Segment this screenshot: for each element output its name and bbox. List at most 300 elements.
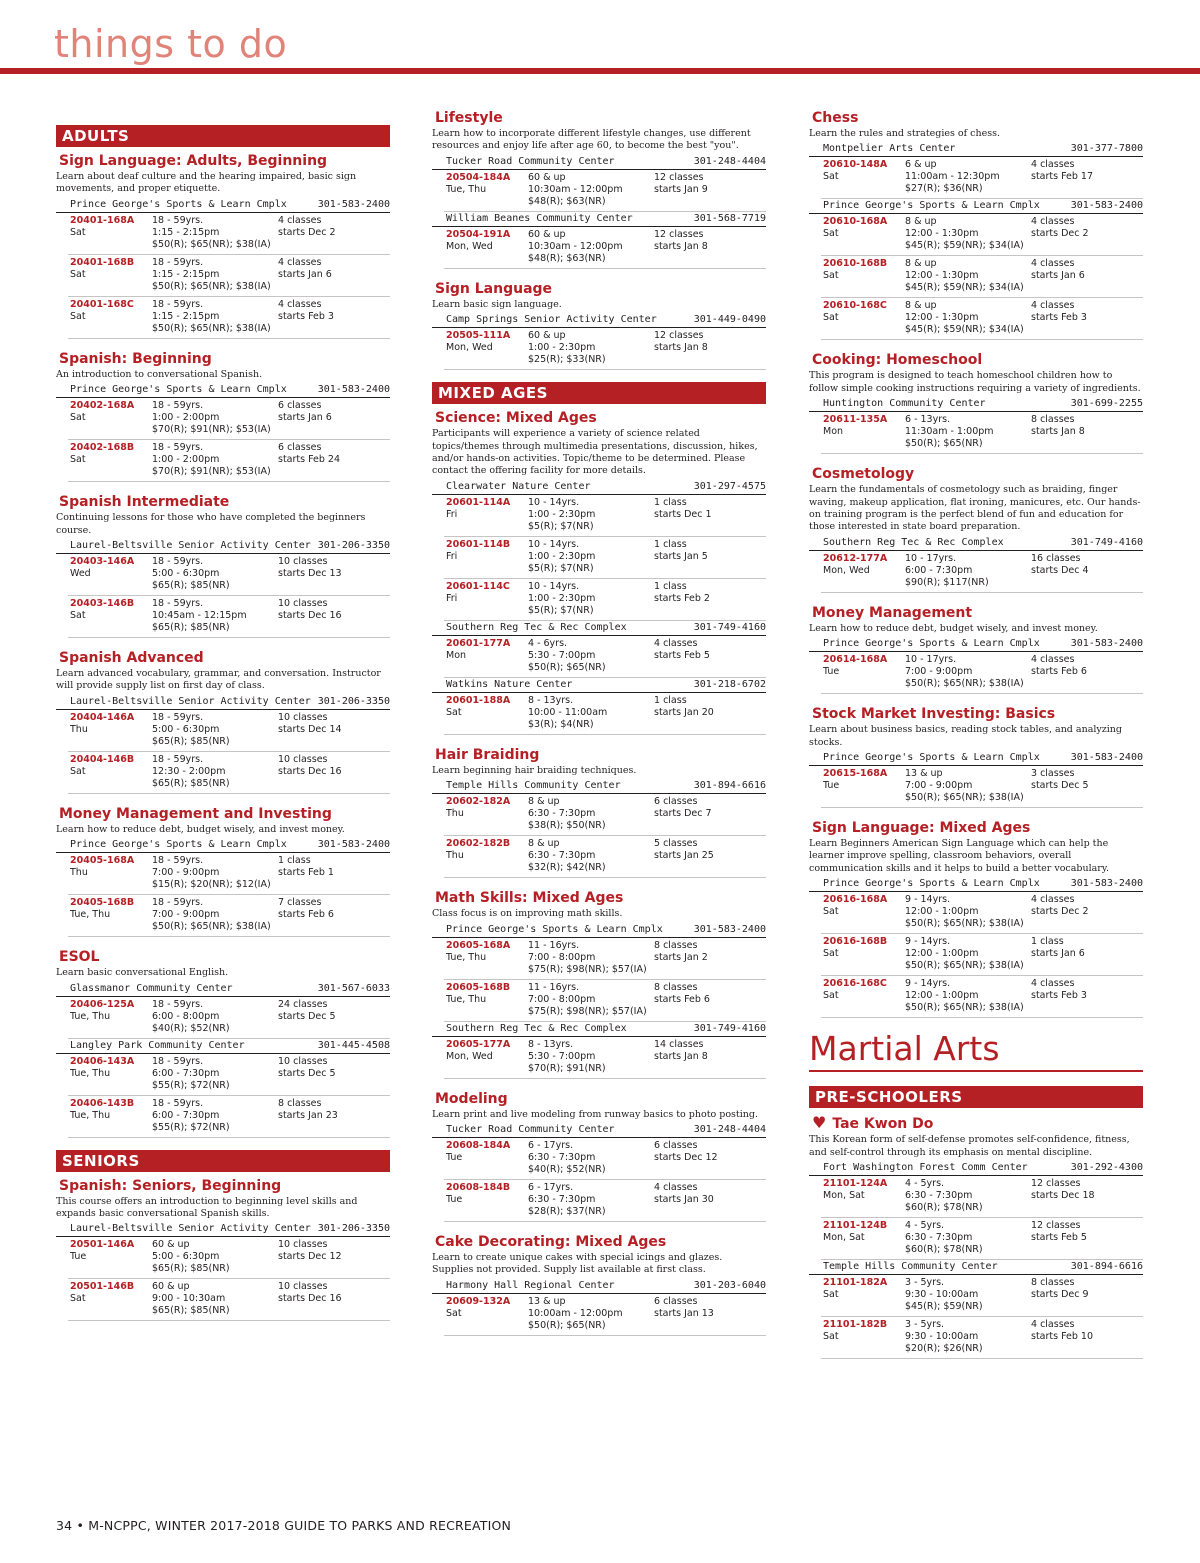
program-title: [435, 110, 766, 127]
offering-row: [68, 440, 390, 482]
program-title: [435, 747, 766, 764]
location-phone: 301-292-4300: [1070, 1162, 1143, 1174]
location-name: Prince George's Sports & Learn Cmplx: [823, 638, 1040, 650]
course-fee: $50(R); $65(NR); $38(IA): [905, 960, 1024, 972]
course-days: Sat: [70, 226, 86, 238]
course-fee: $45(R); $59(NR); $34(IA): [905, 324, 1024, 336]
category-band: MIXED AGES: [432, 382, 766, 404]
course-classes: 4 classes: [278, 214, 322, 226]
course-days: Sat: [823, 906, 839, 918]
course-time: 10:30am - 12:00pm: [528, 183, 623, 195]
location-phone: 301-583-2400: [317, 384, 390, 396]
program-title: [435, 1234, 766, 1251]
course-code: 20601-188A: [446, 694, 511, 706]
course-time: 1:00 - 2:30pm: [528, 550, 596, 562]
offering-row: [444, 980, 766, 1022]
course-time: 6:30 - 7:30pm: [528, 1152, 596, 1164]
program-title: [435, 890, 766, 907]
course-days: Mon: [446, 649, 467, 661]
course-time: 7:00 - 9:00pm: [905, 780, 973, 792]
course-fee: $50(R); $65(NR): [905, 438, 983, 450]
course-classes: 4 classes: [1031, 300, 1075, 312]
course-fee: $48(R); $63(NR): [528, 252, 606, 264]
course-time: 5:30 - 7:00pm: [528, 649, 596, 661]
course-days: Tue, Thu: [446, 993, 487, 1005]
course-classes: 10 classes: [278, 556, 328, 568]
course-days: Tue, Thu: [70, 1109, 111, 1121]
offering-row: [68, 1237, 390, 1279]
course-start: starts Dec 2: [1031, 906, 1089, 918]
course-age: 18 - 59yrs.: [152, 214, 204, 226]
location-row: [56, 695, 390, 710]
location-phone: 301-749-4160: [693, 621, 766, 633]
course-classes: 6 classes: [654, 1140, 698, 1152]
location-name: Southern Reg Tec & Rec Complex: [446, 621, 627, 633]
course-fee: $28(R); $37(NR): [528, 1206, 606, 1218]
course-days: Mon, Wed: [446, 1050, 493, 1062]
course-age: 10 - 14yrs.: [528, 496, 580, 508]
program-title-text: Chess: [812, 110, 859, 126]
program-title-text: Science: Mixed Ages: [435, 410, 597, 427]
location-row: [809, 397, 1143, 412]
location-row: [432, 1123, 766, 1138]
course-classes: 12 classes: [654, 171, 704, 183]
course-start: starts Feb 5: [1031, 1232, 1087, 1244]
course-days: Mon, Sat: [823, 1232, 865, 1244]
program-title-text: Tae Kwon Do: [832, 1116, 934, 1133]
program-title: [59, 1178, 390, 1195]
course-code: 20403-146B: [70, 598, 135, 610]
program-title: [59, 351, 390, 368]
offering-row: [821, 892, 1143, 934]
program-title-text: Money Management: [812, 604, 973, 621]
course-classes: 10 classes: [278, 598, 328, 610]
program-title-text: Cooking: Homeschool: [812, 352, 983, 369]
offering-row: [444, 836, 766, 878]
course-age: 18 - 59yrs.: [152, 298, 204, 310]
page-footer: 34 • M-NCPPC, WINTER 2017-2018 GUIDE TO PARKS AND RECREATION: [56, 1518, 512, 1533]
course-age: 18 - 59yrs.: [152, 998, 204, 1010]
location-row: [56, 1039, 390, 1054]
offering-row: [444, 537, 766, 579]
offering-row: [821, 412, 1143, 454]
location-phone: 301-583-2400: [317, 198, 390, 210]
course-time: 6:30 - 7:30pm: [905, 1190, 973, 1202]
course-time: 5:00 - 6:30pm: [152, 723, 220, 735]
program-section: [56, 806, 390, 937]
program-title-text: Modeling: [435, 1090, 508, 1107]
course-fee: $25(R); $33(NR): [528, 354, 606, 366]
location-row: [56, 982, 390, 997]
course-start: starts Dec 4: [1031, 564, 1089, 576]
course-age: 9 - 14yrs.: [905, 894, 951, 906]
course-classes: 12 classes: [1031, 1220, 1081, 1232]
program-description: Learn to create unique cakes with special icings and glazes. Supplies not provided. Supply list available at first class.: [432, 1252, 723, 1276]
course-age: 10 - 14yrs.: [528, 538, 580, 550]
course-classes: 12 classes: [654, 228, 704, 240]
course-fee: $50(R); $65(NR); $38(IA): [152, 322, 271, 334]
course-start: starts Feb 1: [278, 867, 334, 879]
offering-row: [444, 1294, 766, 1336]
location-phone: 301-445-4508: [317, 1039, 390, 1051]
course-classes: 4 classes: [654, 637, 698, 649]
course-time: 6:30 - 7:30pm: [905, 1232, 973, 1244]
course-time: 6:00 - 7:30pm: [152, 1109, 220, 1121]
course-age: 9 - 14yrs.: [905, 936, 951, 948]
location-name: Glassmanor Community Center: [70, 982, 233, 994]
course-fee: $50(R); $65(NR); $38(IA): [152, 238, 271, 250]
course-days: Fri: [446, 550, 458, 562]
offering-row: [68, 997, 390, 1039]
course-age: 13 & up: [905, 768, 943, 780]
course-classes: 6 classes: [278, 442, 322, 454]
course-time: 5:00 - 6:30pm: [152, 568, 220, 580]
location-phone: 301-583-2400: [317, 839, 390, 851]
offering-row: [821, 934, 1143, 976]
course-code: 20402-168B: [70, 442, 135, 454]
program-title: [812, 605, 1143, 622]
program-section: [56, 1178, 390, 1322]
program-title-text: Sign Language: Adults, Beginning: [59, 153, 328, 169]
program-title-text: Spanish: Beginning: [59, 350, 212, 367]
course-days: Tue, Thu: [70, 1010, 111, 1022]
location-name: Tucker Road Community Center: [446, 155, 615, 167]
location-phone: 301-248-4404: [693, 155, 766, 167]
course-time: 6:30 - 7:30pm: [528, 1194, 596, 1206]
course-code: 20405-168B: [70, 897, 135, 909]
course-fee: $65(R); $85(NR): [152, 1305, 230, 1317]
location-phone: 301-218-6702: [693, 678, 766, 690]
course-classes: 1 class: [654, 538, 687, 550]
offering-row: [821, 256, 1143, 298]
course-code: 20610-168A: [823, 216, 888, 228]
offering-row: [444, 328, 766, 370]
course-code: 20612-177A: [823, 552, 888, 564]
course-code: 20504-191A: [446, 228, 511, 240]
course-start: starts Feb 2: [654, 592, 710, 604]
course-age: 6 & up: [905, 159, 937, 171]
course-days: Tue: [823, 780, 840, 792]
course-days: Sat: [70, 454, 86, 466]
location-name: Prince George's Sports & Learn Cmplx: [70, 384, 287, 396]
category-band: PRE-SCHOOLERS: [809, 1086, 1143, 1108]
course-start: starts Dec 12: [278, 1251, 342, 1263]
course-time: 7:00 - 9:00pm: [905, 666, 973, 678]
course-start: starts Jan 13: [654, 1307, 714, 1319]
location-phone: 301-583-2400: [1070, 200, 1143, 212]
course-time: 1:00 - 2:00pm: [152, 412, 220, 424]
course-fee: $50(R); $65(NR); $38(IA): [905, 1002, 1024, 1014]
course-classes: 4 classes: [278, 256, 322, 268]
program-section: [809, 1114, 1143, 1359]
course-code: 20611-135A: [823, 414, 888, 426]
offering-row: [444, 1138, 766, 1180]
program-section: [809, 605, 1143, 694]
course-fee: $65(R); $85(NR): [152, 735, 230, 747]
program-section: [432, 110, 766, 269]
course-fee: $65(R); $85(NR): [152, 777, 230, 789]
location-name: Watkins Nature Center: [446, 678, 573, 690]
location-phone: 301-248-4404: [693, 1124, 766, 1136]
location-row: [432, 212, 766, 227]
location-name: Prince George's Sports & Learn Cmplx: [823, 752, 1040, 764]
course-code: 20616-168C: [823, 978, 887, 990]
program-title: [812, 352, 1143, 369]
header-rule: [0, 68, 1200, 74]
location-phone: 301-206-3350: [317, 1223, 390, 1235]
location-row: [432, 678, 766, 693]
course-code: 20610-148A: [823, 159, 888, 171]
course-code: 20610-168B: [823, 258, 888, 270]
location-row: [56, 198, 390, 213]
program-description: Learn about deaf culture and the hearing impaired, basic sign movements, and proper etiquette.: [56, 171, 357, 195]
course-fee: $75(R); $98(NR); $57(IA): [528, 963, 647, 975]
course-age: 60 & up: [528, 228, 566, 240]
program-section: [809, 466, 1143, 593]
course-code: 20401-168B: [70, 256, 135, 268]
course-start: starts Jan 9: [654, 183, 708, 195]
course-time: 11:30am - 1:00pm: [905, 426, 994, 438]
location-name: Southern Reg Tec & Rec Complex: [446, 1022, 627, 1034]
course-code: 20601-114B: [446, 538, 511, 550]
section-heading: Martial Arts: [809, 1029, 1000, 1069]
course-age: 10 - 17yrs.: [905, 654, 957, 666]
course-days: Mon: [823, 426, 844, 438]
course-code: 20614-168A: [823, 654, 888, 666]
course-classes: 8 classes: [654, 939, 698, 951]
course-fee: $45(R); $59(NR): [905, 1301, 983, 1313]
course-classes: 1 class: [654, 694, 687, 706]
location-phone: 301-583-2400: [693, 923, 766, 935]
course-classes: 12 classes: [654, 330, 704, 342]
location-name: Prince George's Sports & Learn Cmplx: [823, 878, 1040, 890]
program-description: Learn advanced vocabulary, grammar, and conversation. Instructor will provide supply list on first day of class.: [56, 668, 381, 692]
course-time: 1:00 - 2:30pm: [528, 342, 596, 354]
course-age: 18 - 59yrs.: [152, 256, 204, 268]
location-row: [432, 779, 766, 794]
location-row: [432, 621, 766, 636]
program-description: Learn how to reduce debt, budget wisely, and invest money.: [56, 823, 345, 835]
location-name: Langley Park Community Center: [70, 1039, 245, 1051]
course-classes: 8 classes: [278, 1097, 322, 1109]
course-time: 9:30 - 10:00am: [905, 1289, 979, 1301]
column-3: [809, 110, 1143, 1371]
course-start: starts Dec 18: [1031, 1190, 1095, 1202]
location-row: [432, 923, 766, 938]
course-time: 1:15 - 2:15pm: [152, 268, 220, 280]
course-classes: 6 classes: [278, 400, 322, 412]
course-days: Fri: [446, 592, 458, 604]
program-description: This course offers an introduction to beginning level skills and expands basic conversational Spanish skills.: [56, 1195, 358, 1220]
location-row: [432, 155, 766, 170]
location-row: [809, 536, 1143, 551]
column-2: [432, 110, 766, 1348]
course-code: 20616-168A: [823, 894, 888, 906]
course-days: Sat: [70, 268, 86, 280]
course-time: 1:00 - 2:00pm: [152, 454, 220, 466]
offering-row: [68, 297, 390, 339]
location-phone: 301-749-4160: [1070, 536, 1143, 548]
course-classes: 10 classes: [278, 1239, 328, 1251]
course-start: starts Jan 6: [1031, 270, 1085, 282]
location-phone: 301-206-3350: [317, 540, 390, 552]
course-days: Tue: [823, 666, 840, 678]
course-fee: $38(R); $50(NR): [528, 820, 606, 832]
course-start: starts Jan 23: [278, 1109, 338, 1121]
course-time: 12:00 - 1:30pm: [905, 228, 979, 240]
program-title-text: Cake Decorating: Mixed Ages: [435, 1234, 667, 1251]
course-start: starts Jan 2: [654, 951, 708, 963]
location-phone: 301-583-2400: [1070, 638, 1143, 650]
program-description: Learn the rules and strategies of chess.: [809, 128, 1001, 139]
course-classes: 8 classes: [1031, 414, 1075, 426]
course-days: Tue, Thu: [446, 951, 487, 963]
offering-row: [444, 227, 766, 269]
program-title-text: Stock Market Investing: Basics: [812, 706, 1056, 723]
course-code: 20615-168A: [823, 768, 888, 780]
location-phone: 301-749-4160: [693, 1022, 766, 1034]
course-code: 20401-168C: [70, 298, 134, 310]
course-days: Thu: [446, 808, 464, 820]
course-age: 11 - 16yrs.: [528, 939, 580, 951]
course-start: starts Feb 6: [278, 909, 334, 921]
course-classes: 4 classes: [1031, 159, 1075, 171]
course-days: Sat: [70, 412, 86, 424]
program-section: [432, 890, 766, 1078]
course-time: 10:45am - 12:15pm: [152, 610, 247, 622]
program-description: Learn about business basics, reading stock tables, and analyzing stocks.: [809, 724, 1123, 748]
course-start: starts Dec 16: [278, 1293, 342, 1305]
course-start: starts Jan 20: [654, 706, 714, 718]
program-description: An introduction to conversational Spanish.: [56, 368, 263, 380]
program-title-text: ESOL: [59, 949, 100, 966]
course-fee: $75(R); $98(NR); $57(IA): [528, 1005, 647, 1017]
course-fee: $27(R); $36(NR): [905, 183, 983, 195]
course-fee: $50(R); $65(NR); $38(IA): [905, 792, 1024, 804]
course-start: starts Feb 17: [1031, 171, 1094, 183]
program-title-text: Spanish Intermediate: [59, 494, 230, 511]
course-code: 20602-182A: [446, 796, 511, 808]
course-start: starts Feb 6: [654, 993, 710, 1005]
course-days: Sat: [446, 706, 462, 718]
offering-row: [821, 157, 1143, 199]
course-classes: 16 classes: [1031, 552, 1081, 564]
course-classes: 4 classes: [1031, 258, 1075, 270]
offering-row: [821, 214, 1143, 256]
course-classes: 6 classes: [654, 1295, 698, 1307]
course-days: Tue, Thu: [446, 183, 487, 195]
offering-row: [68, 710, 390, 752]
course-time: 6:30 - 7:30pm: [528, 808, 596, 820]
course-fee: $65(R); $85(NR): [152, 580, 230, 592]
course-fee: $70(R); $91(NR): [528, 1062, 606, 1074]
course-fee: $40(R); $52(NR): [152, 1022, 230, 1034]
course-age: 8 & up: [905, 216, 937, 228]
course-time: 12:00 - 1:00pm: [905, 906, 979, 918]
course-time: 11:00am - 12:30pm: [905, 171, 1000, 183]
program-section: [432, 1091, 766, 1222]
course-start: starts Jan 8: [654, 240, 708, 252]
course-classes: 4 classes: [1031, 894, 1075, 906]
offering-row: [68, 1279, 390, 1321]
course-time: 9:00 - 10:30am: [152, 1293, 226, 1305]
location-name: Prince George's Sports & Learn Cmplx: [823, 200, 1040, 212]
course-start: starts Feb 5: [654, 649, 710, 661]
location-phone: 301-297-4575: [693, 480, 766, 492]
course-age: 18 - 59yrs.: [152, 400, 204, 412]
program-title: [812, 820, 1143, 837]
course-fee: $50(R); $65(NR): [528, 661, 606, 673]
course-age: 18 - 59yrs.: [152, 711, 204, 723]
program-description: Learn basic conversational English.: [56, 967, 229, 979]
offering-row: [68, 1054, 390, 1096]
course-age: 18 - 59yrs.: [152, 1097, 204, 1109]
location-phone: 301-449-0490: [693, 314, 766, 326]
course-time: 1:15 - 2:15pm: [152, 310, 220, 322]
location-row: [56, 838, 390, 853]
location-row: [56, 1222, 390, 1237]
course-classes: 1 class: [278, 855, 311, 867]
course-time: 7:00 - 9:00pm: [152, 909, 220, 921]
course-fee: $45(R); $59(NR); $34(IA): [905, 240, 1024, 252]
program-description: This program is designed to teach homeschool children how to follow simple cooking instructions requiring a variety of ingredients.: [809, 370, 1141, 394]
course-age: 9 - 14yrs.: [905, 978, 951, 990]
location-name: Laurel-Beltsville Senior Activity Center: [70, 540, 311, 552]
location-phone: 301-203-6040: [693, 1279, 766, 1291]
program-title-text: Math Skills: Mixed Ages: [435, 890, 624, 907]
course-start: starts Dec 7: [654, 808, 712, 820]
course-code: 20406-143B: [70, 1097, 135, 1109]
course-code: 20404-146B: [70, 753, 135, 765]
course-age: 4 - 5yrs.: [905, 1178, 945, 1190]
course-code: 20405-168A: [70, 855, 135, 867]
program-title: [59, 806, 390, 823]
program-section: [56, 494, 390, 638]
course-time: 1:00 - 2:30pm: [528, 592, 596, 604]
offering-row: [444, 170, 766, 212]
program-title: [812, 706, 1143, 723]
course-age: 4 - 6yrs.: [528, 637, 568, 649]
course-code: 20404-146A: [70, 711, 135, 723]
course-fee: $70(R); $91(NR); $53(IA): [152, 424, 271, 436]
location-row: [432, 1279, 766, 1294]
section-rule: [809, 1070, 1143, 1072]
course-start: starts Jan 25: [654, 850, 714, 862]
location-name: Temple Hills Community Center: [823, 1261, 998, 1273]
course-start: starts Dec 1: [654, 508, 712, 520]
location-phone: 301-567-6033: [317, 982, 390, 994]
course-code: 20605-177A: [446, 1038, 511, 1050]
offering-row: [68, 398, 390, 440]
course-time: 6:00 - 7:30pm: [152, 1067, 220, 1079]
course-days: Sat: [823, 1289, 839, 1301]
course-age: 60 & up: [152, 1281, 190, 1293]
program-section: [809, 706, 1143, 808]
course-days: Sat: [823, 1331, 839, 1343]
course-age: 8 & up: [905, 300, 937, 312]
course-start: starts Jan 5: [654, 550, 708, 562]
course-code: 20602-182B: [446, 838, 511, 850]
offering-row: [821, 1275, 1143, 1317]
course-classes: 4 classes: [1031, 654, 1075, 666]
course-start: starts Jan 8: [1031, 426, 1085, 438]
program-title-text: Money Management and Investing: [59, 805, 332, 822]
course-code: 20504-184A: [446, 171, 511, 183]
course-start: starts Dec 14: [278, 723, 342, 735]
offering-row: [821, 551, 1143, 593]
course-fee: $55(R); $72(NR): [152, 1079, 230, 1091]
location-row: [809, 1260, 1143, 1275]
